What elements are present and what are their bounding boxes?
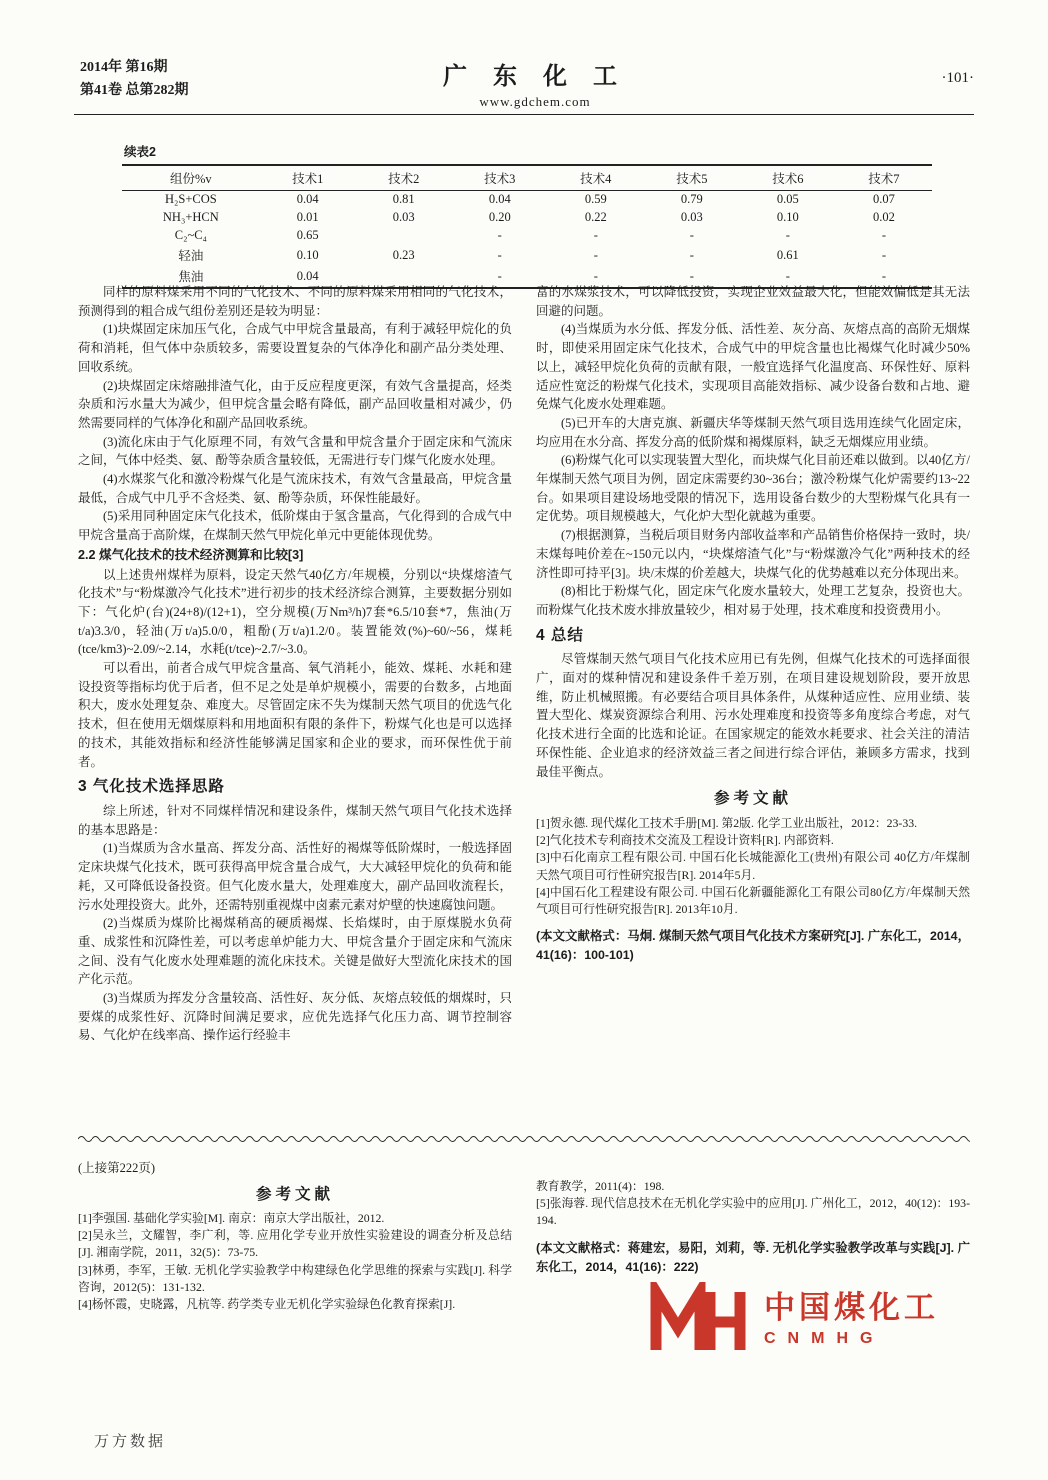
col-header: 技术2 (356, 165, 452, 191)
table-caption: 续表2 (124, 145, 156, 159)
cell: 0.59 (584, 192, 607, 206)
cell: 0.79 (680, 192, 703, 206)
cell: 轻油 (178, 249, 204, 263)
subsection-heading: 2.2 煤气化技术的技术经济测算和比较[3] (78, 547, 304, 562)
cell: 0.23 (392, 247, 415, 262)
table-row (122, 191, 932, 210)
col-header: 技术7 (836, 165, 932, 191)
issue-line2: 第41卷 总第282期 (80, 83, 189, 98)
paragraph: (1)块煤固定床加压气化，合成气中甲烷含量最高，有利于减轻甲烷化的负荷和消耗，但气体中杂质较多，需要设置复杂的气体净化和副产品分类处理、回收系统。 (78, 322, 512, 374)
paragraph: (1)当煤质为含水量高、挥发分高、活性好的褐煤等低阶煤时，一般选择固定床块煤气化技术，既可获得高甲烷含量合成气，大大减轻甲烷化的负荷和能耗，又可降低设备投资。但气化废水量大，处理难度大，副产品回收流程长，污水处理投资大。此外，还需特别重视煤中卤素元素对炉壁的快速腐蚀问题。 (78, 841, 512, 912)
references-heading: 参考文献 (255, 1186, 334, 1203)
cell: C₂~C₄ (174, 228, 207, 242)
reference-item: [2]气化技术专利商技术交流及工程设计资料[R]. 内部资料. (536, 833, 834, 848)
cell: - (881, 247, 887, 262)
cnmhg-logo (648, 1282, 939, 1356)
cell: 0.20 (488, 210, 511, 224)
paragraph: (6)粉煤气化可以实现装置大型化，而块煤气化目前还难以做到。以40亿方/年煤制天然气项目为例，固定床需要约30~36台；激冷粉煤气化炉需要约13~22台。如果项目建设场地受限的情况下，选用设备台数少的大型粉煤气化具有一定优势。项目规模越大，气化炉大型化就越为重要。 (536, 453, 970, 524)
cell: H₂S+COS (164, 192, 217, 206)
cell: 0.04 (296, 268, 319, 283)
col-header: 技术5 (644, 165, 740, 191)
col-header: 组份%v (122, 165, 260, 191)
cell: - (689, 247, 694, 262)
paragraph: (5)采用同种固定床气化技术，低阶煤由于氢含量高，气化得到的合成气中甲烷含量高于高阶煤，在煤制天然气甲烷化单元中更能体现优势。 (78, 509, 512, 543)
paragraph-continuation: 富的水煤浆技术，可以降低投资，实现企业效益最大化，但能效偏低是其无法回避的问题。 (536, 285, 970, 318)
logo-text (764, 1291, 939, 1348)
bottom-left-column (78, 1178, 512, 1313)
citation-format-note: (本文文献格式：马炯. 煤制天然气项目气化技术方案研究[J]. 广东化工，2014，41(16)：100-101) (536, 929, 970, 963)
continued-table (122, 142, 932, 289)
cell: 0.04 (296, 192, 319, 206)
paragraph: 同样的原料煤采用不同的气化技术、不同的原料煤采用相同的气化技术，预测得到的粗合成气组份差别还是较为明显： (78, 285, 512, 318)
cell: 0.03 (680, 210, 703, 224)
reference-item: [3]中石化南京工程有限公司. 中国石化长城能源化工(贵州)有限公司 40亿方/年煤制天然气项目可行性研究报告[R]. 2014年5月. (536, 850, 970, 882)
col-header: 技术3 (452, 165, 548, 191)
cell: - (593, 228, 598, 242)
cell: 0.10 (776, 210, 799, 224)
cell (356, 227, 452, 245)
cell: - (593, 247, 598, 262)
section-heading-3: 3 气化技术选择思路 (78, 778, 225, 796)
col-header: 技术4 (548, 165, 644, 191)
cell: 0.65 (296, 228, 319, 242)
header-divider (74, 114, 974, 115)
journal-masthead (443, 56, 627, 110)
paragraph: (4)水煤浆气化和激冷粉煤气化是气流床技术，有效气含量最高，甲烷含量最低，合成气中几乎不含烃类、氨、酚等杂质，环保性能最好。 (78, 472, 512, 505)
cell: NH₃+HCN (162, 210, 219, 224)
paragraph: (5)已开车的大唐克旗、新疆庆华等煤制天然气项目选用连续气化固定床，均应用在水分高、挥发分高的低阶煤和褐煤原料，缺乏无烟煤应用业绩。 (536, 415, 970, 449)
cell: - (785, 268, 790, 283)
paragraph: 综上所述，针对不同煤样情况和建设条件，煤制天然气项目气化技术选择的基本思路是： (78, 803, 512, 837)
cell: 焦油 (178, 270, 204, 284)
reference-continuation: 教育教学，2011(4)：198. (536, 1179, 665, 1193)
cell: - (689, 228, 694, 242)
cell: 0.05 (776, 192, 799, 206)
wavy-divider (78, 1134, 970, 1144)
cell: 0.02 (873, 210, 895, 224)
paragraph: (3)当煤质为挥发分含量较高、活性好、灰分低、灰熔点较低的烟煤时，只要煤的成浆性好、沉降时间满足要求，应优先选择气化压力高、调节控制容易、气化炉在线率高、操作运行经验丰 (78, 991, 512, 1043)
cell: 0.22 (584, 210, 607, 224)
cell: - (497, 247, 502, 262)
paragraph: 可以看出，前者合成气甲烷含量高、氧气消耗小，能效、煤耗、水耗和建设投资等指标均优于后者，但不足之处是单炉规模小，需要的台数多，占地面积大，废水处理复杂、难度大。尽管固定床不失为煤制天然气项目的优选气化技术，但在使用无烟煤原料和用地面积有限的条件下，粉煤气化也是可以选择的技术，其能效指标和经济性能够满足国家和企业的要求，而环保性优于前者。 (78, 661, 512, 769)
mh-monogram-icon (648, 1282, 748, 1356)
paragraph: 以上述贵州煤样为原料，设定天然气40亿方/年规模，分别以“块煤熔渣气化技术”与“粉煤激冷气化技术”进行初步的技术经济综合测算，主要数据分别如下：气化炉(台)(24+8)/(12+1)，空分规模(万Nm³/h)7套*6.5/10套*7，焦油(万t/a)3.3/0，轻油(万t/a)5.0/0，粗酚(万t/a)1.2/0。装置能效(%)~60/~56，煤耗(tce/km3)~2.09/~2.14，水耗(t/tce)~2.7/~3.0。 (78, 567, 512, 657)
cell: - (881, 268, 887, 283)
cell: 0.03 (392, 210, 415, 224)
reference-item: [4]中国石化工程建设有限公司. 中国石化新疆能源化工有限公司80亿方/年煤制天然气项目可行性研究报告[R]. 2013年10月. (536, 884, 970, 916)
paragraph: (8)相比于粉煤气化，固定床气化废水量较大，处理工艺复杂，投资也大。而粉煤气化技术废水排放量较少，相对易于处理，技术难度和投资费用小。 (536, 584, 970, 617)
reference-item: [2]吴永兰，文耀智，李广利，等. 应用化学专业开放性实验建设的调查分析及总结[J]. 湘南学院，2011，32(5)：73-75. (78, 1228, 512, 1260)
cell: - (689, 268, 694, 283)
reference-item: [4]杨怀霞，史晓露，凡杭等. 药学类专业无机化学实验绿色化教育探索[J]. (78, 1297, 456, 1312)
col-header: 技术6 (740, 165, 836, 191)
composition-table (122, 164, 932, 289)
journal-title: 广 东 化 工 (443, 64, 627, 90)
paragraph: (7)根据测算，当税后项目财务内部收益率和产品销售价格保持一致时，块/末煤每吨价差在~150元以内，“块煤熔渣气化”与“粉煤激冷气化”两种技术的经济性即可持平[3]。块/末煤的价差越大，块煤气化的优势越难以充分体现出来。 (536, 528, 970, 580)
cell: 0.04 (488, 192, 511, 206)
table-header-row (122, 165, 932, 191)
reference-item: [1]李强国. 基础化学实验[M]. 南京：南京大学出版社，2012. (78, 1211, 385, 1225)
article-body (78, 283, 970, 1045)
continued-from-note: (上接第222页) (78, 1161, 156, 1175)
cell: - (497, 268, 502, 283)
paragraph: (4)当煤质为水分低、挥发分低、活性差、灰分高、灰熔点高的高阶无烟煤时，即使采用固定床气化技术，合成气中的甲烷含量也比褐煤气化时减少50%以上，减轻甲烷化负荷的贡献有限，一般宜选择气化温度高、环保性好、原料适应性宽泛的粉煤气化技术，实现项目高能效指标、减少设备台数和占地、避免煤气化废水处理难题。 (536, 322, 970, 412)
table-row (122, 209, 932, 227)
cell: - (497, 228, 502, 242)
col-header: 技术1 (260, 165, 356, 191)
cell: - (881, 228, 887, 242)
cell: 0.61 (776, 247, 799, 262)
paragraph: (2)当煤质为煤阶比褐煤稍高的硬质褐煤、长焰煤时，由于原煤脱水负荷重、成浆性和沉降性差，可以考虑单炉能力大、甲烷含量介于固定床和气流床之间、没有气化废水处理难题的流化床技术。关键是做好大型流化床技术的国产化示范。 (78, 916, 512, 987)
cell: 0.01 (296, 210, 319, 224)
right-column (536, 283, 970, 1045)
issue-line1: 2014年 第16期 (80, 60, 168, 75)
section-heading-4: 4 总结 (536, 626, 584, 644)
citation-format-note: (本文文献格式：蒋建宏，易阳，刘莉，等. 无机化学实验教学改革与实践[J]. 广东化工，2014，41(16)：222) (536, 1240, 970, 1274)
paragraph: (2)块煤固定床熔融排渣气化，由于反应程度更深，有效气含量提高，烃类杂质和污水量大为减少，但甲烷含量会略有降低，副产品回收量相对减少，仍然需要同样的气体净化和副产品回收系统。 (78, 378, 512, 430)
logo-latin-name: CNMHG (764, 1329, 885, 1347)
cell: 0.07 (873, 192, 895, 206)
left-column (78, 283, 512, 1045)
issue-info (80, 56, 189, 110)
reference-item: [5]张海蓉. 现代信息技术在无机化学实验中的应用[J]. 广州化工，2012，40(12)：193-194. (536, 1196, 970, 1228)
cell: - (785, 228, 790, 242)
cell: - (593, 268, 598, 283)
page-number: ·101· (941, 70, 974, 86)
paragraph: 尽管煤制天然气项目气化技术应用已有先例，但煤气化技术的可选择面很广，面对的煤种情况和建设条件千差万别，在项目建设规划阶段，要开放思维，防止机械照搬。有必要结合项目具体条件，从煤种适应性、应用业绩、装置大型化、煤炭资源综合利用、污水处理难度和投资等多角度综合考虑，对气化技术进行全面的比选和论证。在国家规定的能效水耗要求、社会关注的清洁环保性能、企业追求的经济效益三者之间进行综合评估，兼顾多方需求，找到最佳平衡点。 (536, 652, 970, 779)
cell: 0.10 (296, 247, 319, 262)
paragraph: (3)流化床由于气化原理不同，有效气含量和甲烷含量介于固定床和气流床之间，气体中烃类、氨、酚等杂质含量较低，无需进行专门煤气化废水处理。 (78, 434, 512, 468)
table-row (122, 245, 932, 266)
reference-item: [1]贺永德. 现代煤化工技术手册[M]. 第2版. 化学工业出版社，2012：23-33. (536, 815, 918, 830)
page-header (80, 56, 974, 110)
cell: 0.81 (392, 192, 415, 206)
references-heading: 参考文献 (713, 790, 792, 808)
table-row (122, 227, 932, 245)
wanfang-watermark: 万方数据 (94, 1434, 167, 1450)
journal-url: www.gdchem.com (479, 94, 591, 109)
logo-chinese-name: 中国煤化工 (764, 1289, 939, 1325)
reference-item: [3]林勇，李军，王敏. 无机化学实验教学中构建绿色化学思维的探索与实践[J]. 科学咨询，2012(5)：131-132. (78, 1262, 512, 1294)
